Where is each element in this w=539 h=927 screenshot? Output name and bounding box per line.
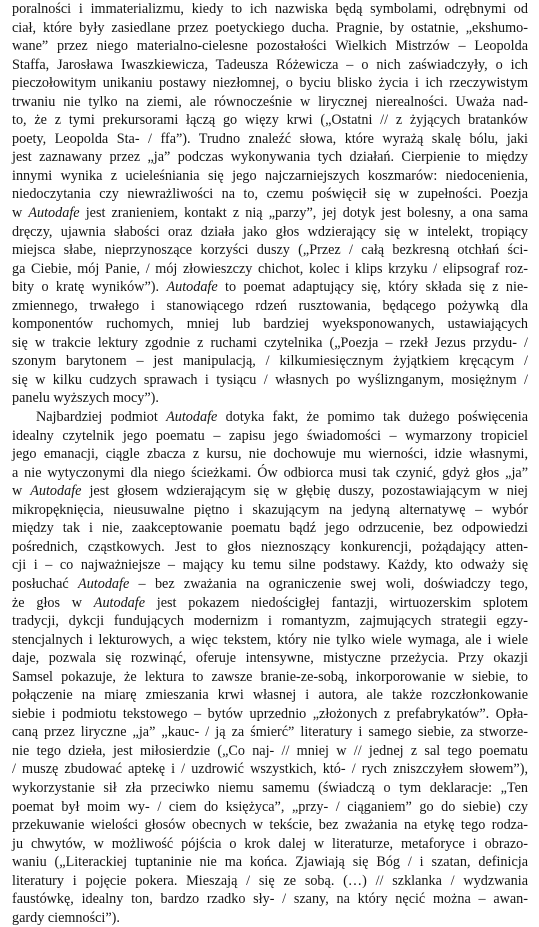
text-segment: poety, Leopolda Sta- / ffa”). Trudno znaleźć słowa, które wyrażą skalę bólu, jaki bbox=[12, 130, 528, 147]
text-line bbox=[12, 427, 528, 446]
text-segment: komponentów ruchomych, mniej lub bardziej wyeksponowanych, ustawiających bbox=[12, 316, 528, 333]
text-line bbox=[12, 204, 528, 223]
text-line bbox=[12, 835, 528, 854]
text-line bbox=[12, 278, 528, 297]
text-line bbox=[12, 93, 528, 112]
text-line bbox=[12, 853, 528, 872]
text-line bbox=[12, 19, 528, 38]
text-line bbox=[12, 148, 528, 167]
text-segment: miejsca słabe, nieprzynoszące korzyści duszy („Przez / całą bezkresną otchłań ści- bbox=[12, 242, 528, 259]
text-segment: – bez zważania na ograniczenie swej woli, doświadczy tego, bbox=[129, 575, 528, 592]
text-line bbox=[12, 668, 528, 687]
text-segment: mikropęknięcia, nieusuwalne piętno i skazującym na jedyną alternatywę – wybór bbox=[12, 501, 528, 518]
text-line bbox=[12, 352, 528, 371]
text-segment: przekuwanie wielości głosów obecnych w tekście, bez zważania na etykę tego rodza- bbox=[12, 817, 528, 834]
text-segment: idealny czytelnik jego poematu – zapisu jego świadomości – wymarzony tropiciel bbox=[12, 427, 528, 444]
text-segment: jest zranieniem, kontakt z nią „parzy”, jej dotyk jest bolesny, a ona sama bbox=[79, 205, 528, 222]
text-segment: / muszę zbudować aptekę i / uzdrowić wszystkich, któ- / rych zniszczyłem słowem”), bbox=[12, 761, 528, 778]
text-segment: się w kilku cudzych sprawach i tysiącu / własnych po wyśliznganym, mosiężnym / bbox=[12, 371, 528, 388]
text-line bbox=[12, 798, 528, 817]
italic-title: Autodafe bbox=[28, 205, 80, 222]
text-line bbox=[12, 56, 528, 75]
text-line bbox=[12, 890, 528, 909]
text-line bbox=[12, 909, 528, 927]
text-segment: bity o kratę wyników”). bbox=[12, 279, 167, 296]
text-segment: jest zaznawany przez „ja” podczas wykonywania tych działań. Cierpienie to między bbox=[12, 149, 528, 166]
text-segment: caną przez liryczne „ja” „kauc- / ją za śmierć” literatury i samego siebie, za stworze- bbox=[12, 724, 528, 741]
italic-title: Autodafe bbox=[30, 483, 82, 500]
text-segment: pieczołowitym unikaniu postawy niezłomnej, o byciu blisko życia i ich rzeczywistym bbox=[12, 75, 528, 92]
text-segment: wykorzystanie sił zła przeciwko niemu samemu (świadczą o tym deklaracje: „Ten bbox=[12, 779, 528, 796]
italic-title: Autodafe bbox=[166, 279, 218, 296]
text-segment: to, że z tymi prekursorami łączą go więzy krwi („Ostatni // z żyjących bratanków bbox=[12, 112, 528, 129]
text-line bbox=[12, 631, 528, 650]
text-segment: ciał, które były zasiedlane przez poetyckiego ducha. Pragnie, by ostatnie, „ekshumo- bbox=[12, 19, 528, 36]
text-segment: panelu wyższych mocy”). bbox=[12, 390, 159, 407]
italic-title: Autodafe bbox=[166, 409, 218, 426]
text-line bbox=[12, 74, 528, 93]
italic-title: Autodafe bbox=[78, 575, 130, 592]
text-segment: szonym barytonem – jest manipulacją, / kilkumiesięcznym żyjątkiem kręcącym / bbox=[12, 353, 528, 370]
text-segment: siebie i podmiotu tekstowego – bytów uprzednio „złożonych z prefabrykatów”. Opła- bbox=[12, 705, 528, 722]
text-segment: poralności i immaterializmu, kiedy to ich nazwiska będą symbolami, odrębnymi od bbox=[12, 1, 528, 17]
text-segment: między tak i nie, zaakceptowanie poematu bądź jego odrzucenie, bez odpowiedzi bbox=[12, 520, 528, 537]
text-segment: zmiennego, trwałego i stanowiącego rdzeń rusztowania, będącego pożywką dla bbox=[12, 297, 528, 314]
text-line bbox=[12, 760, 528, 779]
text-line bbox=[12, 612, 528, 631]
text-segment: stencjalnych i lekturowych, a więc tekstem, który nie tylko wiele wymaga, ale i wiele bbox=[12, 631, 528, 648]
text-segment: dotyka fakt, że pomimo tak dużego poświęcenia bbox=[217, 409, 529, 426]
text-line bbox=[12, 111, 528, 130]
text-segment: Samsel pokazuje, że lektura to zawsze branie-ze-sobą, inkorporowanie w siebie, to bbox=[12, 668, 528, 685]
text-segment: daje, pozwala się rozwinąć, oferuje intensywne, mistyczne przeżycia. Przy okazji bbox=[12, 650, 528, 667]
text-segment: niedoczytania czy niewrażliwości na to, czemu poświęcił się w zupełności. Poezja bbox=[12, 186, 528, 203]
text-line bbox=[12, 538, 528, 557]
text-segment: jest głosem wdzierającym się w głębię duszy, pozostawiającym w niej bbox=[81, 483, 528, 500]
text-segment: waniu („Literackiej tuptaninie nie ma końca. Zjawiają się Bóg / i szatan, definicja bbox=[12, 854, 528, 871]
text-line bbox=[12, 816, 528, 835]
text-segment: połączenie na miarę zmieszania krwi własnej i autora, ale także rozczłonkowanie bbox=[12, 687, 528, 704]
text-line bbox=[12, 649, 528, 668]
italic-title: Autodafe bbox=[93, 594, 146, 611]
text-line bbox=[12, 241, 528, 260]
text-segment: jest pokazem niedościgłej fantazji, wirtuozerskim splotem bbox=[145, 594, 528, 611]
text-line bbox=[12, 408, 528, 427]
text-segment: że głos w bbox=[12, 594, 94, 611]
text-segment: innymi wynika z ucieleśniania się jego najczarniejszych koszmarów: niedocenienia, bbox=[12, 167, 528, 184]
text-line bbox=[12, 334, 528, 353]
text-line bbox=[12, 501, 528, 520]
text-segment: Najbardziej podmiot bbox=[36, 409, 167, 426]
text-line bbox=[12, 260, 528, 279]
text-line bbox=[12, 371, 528, 390]
text-line bbox=[12, 130, 528, 149]
text-segment: nie tego dzieła, jest miłosierdzie („Co naj- // mniej w // jednej z sal tego poematu bbox=[12, 742, 528, 759]
text-line bbox=[12, 556, 528, 575]
text-segment: pośrednich, cząstkowych. Jest to głos nieznoszący konkurencji, pożądający atten- bbox=[12, 538, 528, 555]
text-line bbox=[12, 223, 528, 242]
text-segment: ga Ciebie, mój Panie, / mój złowieszczy chichot, kolec i klips krzyku / elipsograf roz- bbox=[12, 260, 528, 277]
text-line bbox=[12, 594, 528, 613]
text-segment: trwaniu nie tylko na ziemi, ale równocześnie w lirycznej nierealności. Uważa nad- bbox=[12, 93, 528, 110]
text-line bbox=[12, 167, 528, 186]
text-segment: jego emanacji, ciągle zbacza z kursu, nie dochowuje mu wierności, idzie własnymi, bbox=[12, 446, 528, 463]
text-line bbox=[12, 872, 528, 891]
text-segment: poemat był moim wy- / ciem do księżyca”, „przy- / ciąganiem” go do siebie) czy bbox=[12, 798, 528, 815]
text-line bbox=[12, 575, 528, 594]
text-line bbox=[12, 37, 528, 56]
text-line bbox=[12, 297, 528, 316]
text-line bbox=[12, 686, 528, 705]
text-segment: w bbox=[12, 483, 31, 500]
text-line bbox=[12, 464, 528, 483]
text-segment: to poemat adaptujący się, który składa się z nie- bbox=[217, 279, 528, 296]
text-segment: dręczy, ujawnia słabości oraz działa jako głos wdzierający się w intelekt, tropiący bbox=[12, 223, 528, 240]
text-line bbox=[12, 723, 528, 742]
text-line bbox=[12, 742, 528, 761]
text-segment: tradycji, dykcji fundujących modernizm i romantyzm, zajmujących strategii egzy- bbox=[12, 613, 528, 630]
text-line bbox=[12, 0, 528, 19]
text-segment: faustówkę, idealny ton, bardzo rzadko sły- / szany, na który nęcić można – awan- bbox=[12, 891, 528, 908]
text-segment: a nie wytyczonymi dla niego ścieżkami. Ów odbiorca musi tak czynić, gdyż głos „ja” bbox=[12, 464, 528, 481]
text-segment: literatury i pojęcie pokera. Mieszają / się ze sobą. (…) // szklanka / wydzwania bbox=[12, 872, 528, 889]
text-segment: się w trakcie lektury zgodnie z ruchami czytelnika („Poezja – rzekł Jezus przydu- / bbox=[12, 334, 528, 351]
text-segment: Staffa, Jarosława Iwaszkiewicza, Tadeusza Różewicza – o nich zaświadczyły, o ich bbox=[12, 56, 528, 73]
text-line bbox=[12, 445, 528, 464]
text-segment: ju chwytów, w możliwość pójścia o krok dalej w literaturze, metaforyce i obrazo- bbox=[12, 835, 528, 852]
text-segment: posłuchać bbox=[12, 575, 79, 592]
text-line bbox=[12, 185, 528, 204]
text-segment: cji i – co najważniejsze – mający ku temu silne podstawy. Każdy, kto odważy się bbox=[12, 557, 528, 574]
text-line bbox=[12, 705, 528, 724]
text-segment: w bbox=[12, 205, 29, 222]
text-line bbox=[12, 389, 528, 408]
text-line bbox=[12, 482, 528, 501]
article-text bbox=[12, 0, 528, 927]
text-segment: gardy ciemności”). bbox=[12, 909, 120, 926]
text-line bbox=[12, 779, 528, 798]
text-line bbox=[12, 315, 528, 334]
text-segment: wane” przez niego materialno-cielesne pozostałości Wielkich Mistrzów – Leopolda bbox=[12, 38, 528, 55]
text-line bbox=[12, 519, 528, 538]
